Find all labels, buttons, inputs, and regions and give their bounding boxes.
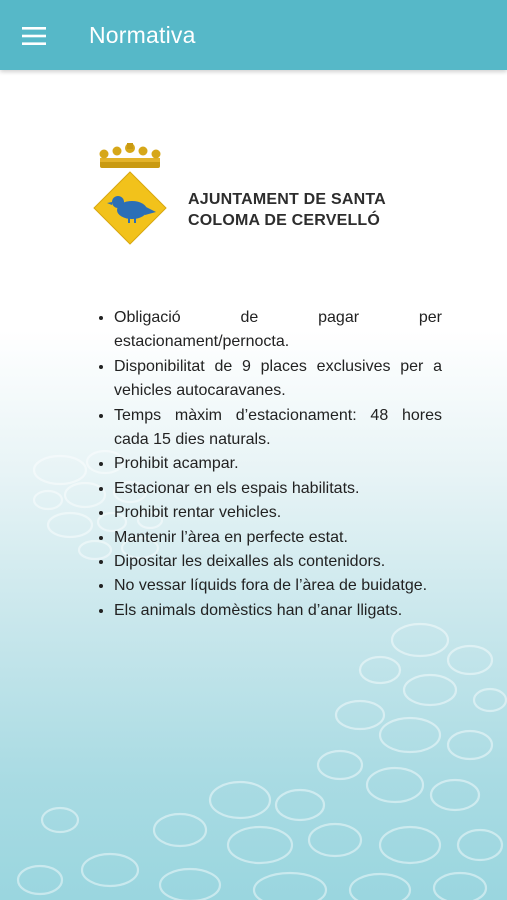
rule-item: • Obligació de pagar per estacionament/pernocta. xyxy=(114,306,442,355)
rule-item: • Disponibilitat de 9 places exclusives per a vehicles autocaravanes. xyxy=(114,355,442,404)
organization-name-line2: COLOMA DE CERVELLÓ xyxy=(188,212,381,229)
rule-item: • No vessar líquids fora de l’àrea de buidatge. xyxy=(114,574,442,598)
rule-item: • Prohibit rentar vehicles. xyxy=(114,501,442,525)
rule-item: • Estacionar en els espais habilitats. xyxy=(114,477,442,501)
rule-item: • Els animals domèstics han d’anar lligats. xyxy=(114,599,442,623)
hamburger-menu-icon xyxy=(22,27,46,45)
rule-item: • Temps màxim d’estacionament: 48 hores cada 15 dies naturals. xyxy=(114,404,442,453)
page-title: Normativa xyxy=(89,22,196,48)
rules-list xyxy=(90,306,442,623)
rule-item: • Mantenir l’àrea en perfecte estat. xyxy=(114,526,442,550)
crown-icon xyxy=(100,143,161,168)
organization-name xyxy=(188,189,428,231)
rule-item: • Dipositar les deixalles als contenidors. xyxy=(114,550,442,574)
menu-button[interactable] xyxy=(14,16,54,56)
organization-name-line1: AJUNTAMENT DE SANTA xyxy=(188,191,386,208)
coat-of-arms-icon xyxy=(90,142,170,246)
rule-item: • Prohibit acampar. xyxy=(114,452,442,476)
app-bar xyxy=(0,0,507,70)
